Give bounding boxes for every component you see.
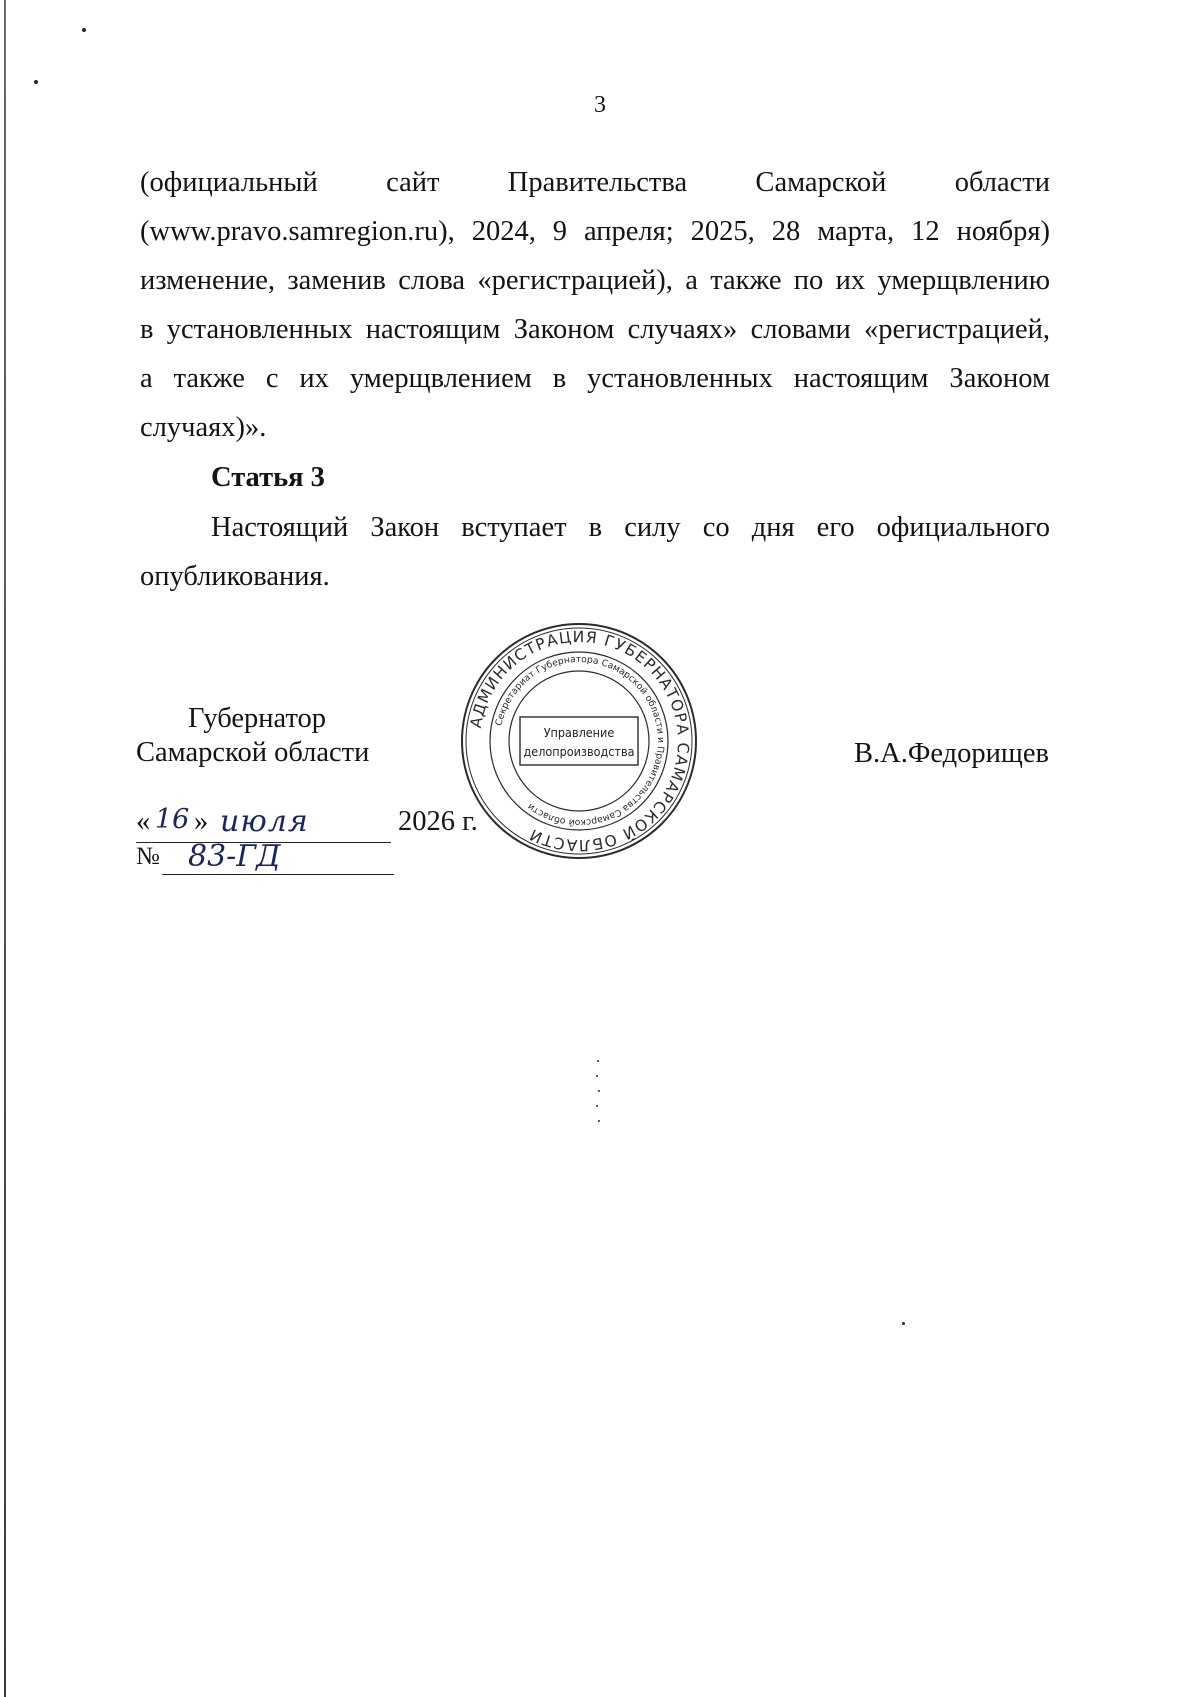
date-close-quote: »	[194, 806, 209, 837]
seal-center-line: делопроизводства	[523, 744, 635, 759]
seal-graphic	[458, 620, 700, 862]
scan-speck	[596, 1075, 598, 1077]
official-seal	[458, 620, 700, 862]
scan-speck	[34, 80, 38, 84]
scan-speck	[902, 1322, 905, 1325]
article-line: Настоящий Закон вступает в силу со дня его официального	[211, 512, 1050, 543]
body-paragraph	[140, 158, 1050, 452]
signatory-title-line: Самарской области	[136, 737, 370, 768]
seal-inner-text: Секретариат Губернатора Самарской области и Правительства Самарской области	[493, 653, 667, 829]
signatory-title	[136, 702, 369, 770]
date-month-handwritten: июля	[220, 804, 309, 839]
number-underline	[162, 874, 394, 875]
law-number-handwritten: 83-ГД	[188, 839, 281, 874]
article-text	[140, 503, 1050, 601]
article-heading: Статья 3	[211, 462, 325, 493]
scan-speck	[596, 1105, 598, 1107]
scan-left-edge	[4, 0, 6, 1697]
law-number	[136, 839, 396, 877]
scan-speck	[598, 1120, 600, 1122]
seal-outer-text: АДМИНИСТРАЦИЯ ГУБЕРНАТОРА САМАРСКОЙ ОБЛАСТИ	[466, 627, 693, 855]
article-line: опубликования.	[140, 561, 330, 592]
seal-inner-ring	[509, 671, 649, 811]
paragraph-line: (официальный сайт Правительства Самарской области	[140, 167, 1050, 198]
date-day-handwritten: 16	[155, 804, 190, 835]
scan-speck	[597, 1060, 599, 1062]
paragraph-line: а также с их умерщвлением в установленных настоящим Законом	[140, 363, 1050, 394]
paragraph-line: изменение, заменив слова «регистрацией), а также по их умерщвлению	[140, 265, 1050, 296]
date-open-quote: «	[136, 806, 151, 837]
signatory-name: В.А.Федорищев	[854, 738, 1049, 769]
date-year: 2026 г.	[398, 806, 478, 837]
number-sign: №	[136, 843, 160, 870]
paragraph-line: случаях)».	[140, 412, 267, 443]
scan-speck	[82, 28, 86, 32]
seal-middle-ring	[490, 652, 668, 830]
paragraph-line: (www.pravo.samregion.ru), 2024, 9 апреля; 2025, 28 марта, 12 ноября)	[140, 216, 1050, 247]
paragraph-line: в установленных настоящим Законом случаях» словами «регистрацией,	[140, 314, 1050, 345]
signatory-title-line: Губернатор	[188, 703, 327, 734]
scan-speck	[598, 1090, 600, 1092]
seal-center-line: Управление	[543, 725, 615, 740]
page-number: 3	[594, 92, 606, 118]
